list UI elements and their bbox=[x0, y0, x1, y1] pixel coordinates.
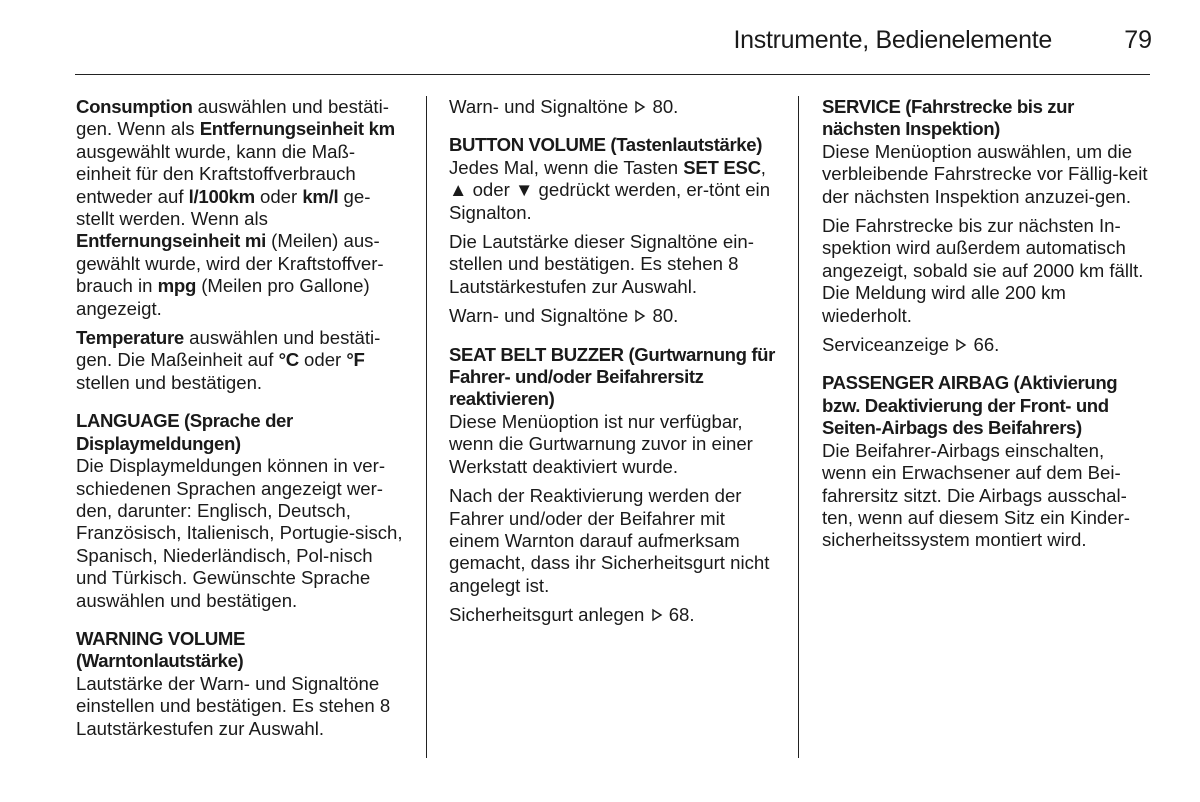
passenger-airbag-heading: PASSENGER AIRBAG (Aktivierung bzw. Deaktivierung der Front- und Seiten-Airbags des Beifahrers) bbox=[822, 372, 1118, 439]
header-rule bbox=[75, 74, 1150, 75]
page-reference-arrow-icon bbox=[633, 100, 647, 114]
button-volume-paragraph: Jedes Mal, wenn die Tasten SET ESC, ▲ oder ▼ gedrückt werden, er-tönt ein Signalton. bbox=[449, 156, 771, 223]
cross-reference[interactable]: Warn- und Signaltöne 80. bbox=[449, 305, 679, 327]
button-volume-paragraph-2: Die Lautstärke dieser Signaltöne ein-stellen und bestätigen. Es stehen 8 Lautstärkestufen zur Auswahl. bbox=[449, 231, 754, 297]
language-heading: LANGUAGE (Sprache der Displaymeldungen) bbox=[76, 410, 293, 454]
warning-volume-heading: WARNING VOLUME (Warntonlautstärke) bbox=[76, 627, 245, 672]
button-volume-heading: BUTTON VOLUME (Tastenlautstärke) bbox=[449, 134, 762, 156]
seat-belt-paragraph-1: Diese Menüoption ist nur verfügbar, wenn die Gurtwarnung zuvor in einer Werkstatt deaktiviert wurde. bbox=[449, 410, 753, 477]
page-number: 79 bbox=[1124, 26, 1152, 54]
cross-reference[interactable]: Serviceanzeige 66. bbox=[822, 334, 1000, 356]
page-reference-arrow-icon bbox=[954, 338, 968, 352]
passenger-airbag-paragraph: Die Beifahrer-Airbags einschalten, wenn ein Erwachsener auf dem Bei-fahrersitz sitzt. Die Airbags ausschal-ten, wenn auf diesem Sitz ein Kinder-sicherheitssystem montiert wird. bbox=[822, 439, 1130, 551]
page-reference-arrow-icon bbox=[650, 608, 664, 622]
seat-belt-paragraph-2: Nach der Reaktivierung werden der Fahrer und/oder der Beifahrer mit einem Warnton darauf aufmerksam gemacht, dass ihr Sicherheitsgurt nicht angelegt ist. bbox=[449, 485, 770, 596]
language-paragraph: Die Displaymeldungen können in ver-schiedenen Sprachen angezeigt wer-den, darunter: Englisch, Deutsch, Französisch, Italienisch, Portugie-sisch, Spanisch, Niederländisch, Pol-nisch und Türkisch. Gewünschte Sprache auswählen und bestätigen. bbox=[76, 455, 403, 611]
consumption-paragraph: Consumption auswählen und bestäti-gen. Wenn als Entfernungseinheit km ausgewählt wurde, kann die Maß-einheit für den Kraftstoffverbrauch entweder auf l/100km oder km/l ge-stellt werden. Wenn als Entfernungseinheit mi (Meilen) aus-gewählt wurde, wird der Kraftstoffver-brauch in mpg (Meilen pro Gallone) angezeigt. bbox=[76, 96, 395, 319]
seat-belt-heading: SEAT BELT BUZZER (Gurtwarnung für Fahrer- und/oder Beifahrersitz reaktivieren) bbox=[449, 343, 775, 410]
page-header bbox=[0, 24, 1200, 60]
service-paragraph-1: Diese Menüoption auswählen, um die verbleibende Fahrstrecke vor Fällig-keit der nächsten Inspektion anzuzei-gen. bbox=[822, 140, 1148, 207]
cross-reference[interactable]: Sicherheitsgurt anlegen 68. bbox=[449, 604, 695, 626]
warning-volume-paragraph: Lautstärke der Warn- und Signaltöne einstellen und bestätigen. Es stehen 8 Lautstärkestufen zur Auswahl. bbox=[76, 672, 391, 739]
column-3 bbox=[822, 96, 1152, 559]
section-title: Instrumente, Bedienelemente bbox=[733, 26, 1052, 54]
column-divider-1 bbox=[426, 96, 427, 758]
column-divider-2 bbox=[798, 96, 799, 758]
service-paragraph-2: Die Fahrstrecke bis zur nächsten In-spektion wird außerdem automatisch angezeigt, sobald sie auf 2000 km fällt. Die Meldung wird alle 200 km wiederholt. bbox=[822, 215, 1144, 326]
column-2 bbox=[449, 96, 779, 634]
cross-reference[interactable]: Warn- und Signaltöne 80. bbox=[449, 96, 679, 117]
column-1 bbox=[76, 96, 406, 747]
service-heading: SERVICE (Fahrstrecke bis zur nächsten Inspektion) bbox=[822, 96, 1074, 140]
temperature-paragraph: Temperature auswählen und bestäti-gen. Die Maßeinheit auf °C oder °F stellen und bestätigen. bbox=[76, 327, 381, 393]
page-reference-arrow-icon bbox=[633, 309, 647, 323]
